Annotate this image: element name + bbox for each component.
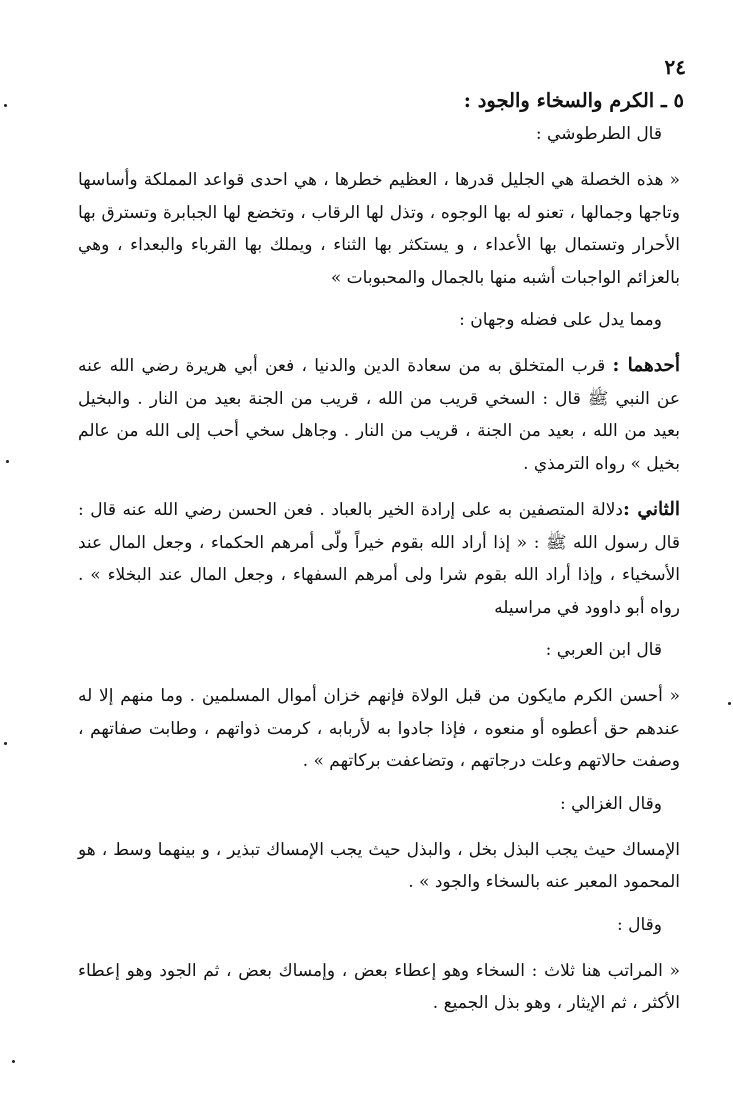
page-number: ٢٤ xyxy=(664,55,686,79)
quote-ibn-arabi: « أحسن الكرم مايكون من قبل الولاة فإنهم خزان أموال المسلمين . وما منهم إلا له عندهم حق أعطوه أو منعوه ، فإذا جادوا به لأربابه ، كرمت ذواتهم ، وطابت صفاتهم ، وصفت حالاتهم وعلت درجاتهم ، وتضاعفت بركاتهم » . xyxy=(78,686,680,771)
quote-tartushi: « هذه الخصلة هي الجليل قدرها ، العظيم خطرها ، هي احدى قواعد المملكة وأساسها وتاجها وجمالها ، تعنو له بها الوجوه ، وتذل لها الرقاب ، وتخضع لها الجبابرة وتسترق بها الأحرار وتستمال بها الأعداء ، و يستكثر بها الثناء ، ويملك بها القرباء والبعداء ، وهي بالعزائم الواجبات أشبه منها بالجمال والمحبوبات » xyxy=(78,170,680,288)
quote-attribution-ibn-arabi: قال ابن العربي : xyxy=(545,640,662,660)
second-aspect-text: دلالة المتصفين به على إرادة الخير بالعباد . فعن الحسن رضي الله عنه قال : قال رسول الله ﷺ : « إذا أراد الله بقوم خيراً ولّى أمرهم الحكماء ، وجعل المال عند الأسخياء ، وإذا أراد الله بقوم شرا ولى أمرهم السفهاء ، وجعل المال عند البخلاء » . رواه أبو داوود في مراسيله xyxy=(78,500,680,618)
section-heading: ٥ ـ الكرم والسخاء والجود : xyxy=(463,89,684,112)
two-aspects-intro: ومما يدل على فضله وجهان : xyxy=(459,310,662,330)
margin-speck xyxy=(4,104,7,107)
second-aspect xyxy=(78,494,680,624)
second-aspect-lead: الثاني : xyxy=(623,499,680,520)
quote-attribution-tartushi: قال الطرطوشي : xyxy=(535,124,662,144)
quote-ghazali: الإمساك حيث يجب البذل بخل ، والبذل حيث يجب الإمساك تبذير ، و بينهما وسط ، هو المحمود المعبر عنه بالسخاء والجود » . xyxy=(78,839,680,892)
quote-attribution-ghazali-2: وقال : xyxy=(617,914,662,935)
first-aspect xyxy=(78,350,680,480)
quote-attribution-ghazali: وقال الغزالي : xyxy=(560,793,662,814)
page-body xyxy=(78,52,686,1020)
margin-speck xyxy=(12,1060,15,1063)
margin-speck xyxy=(728,702,731,705)
first-aspect-text: قرب المتخلق به من سعادة الدين والدنيا ، فعن أبي هريرة رضي الله عنه عن النبي ﷺ قال : السخي قريب من الله ، قريب من الجنة بعيد من النار . والبخيل بعيد من الله ، بعيد من الجنة ، قريب من النار . وجاهل سخي أحب إلى الله من عالم بخيل » رواه الترمذي . xyxy=(78,356,680,474)
quote-ghazali-2: « المراتب هنا ثلاث : السخاء وهو إعطاء بعض ، وإمساك بعض ، ثم الجود وهو إعطاء الأكثر ، ثم الإيثار ، وهو بذل الجميع . xyxy=(78,960,680,1013)
first-aspect-lead: أحدهما : xyxy=(612,355,681,376)
margin-speck xyxy=(4,742,7,745)
margin-speck xyxy=(6,460,9,463)
